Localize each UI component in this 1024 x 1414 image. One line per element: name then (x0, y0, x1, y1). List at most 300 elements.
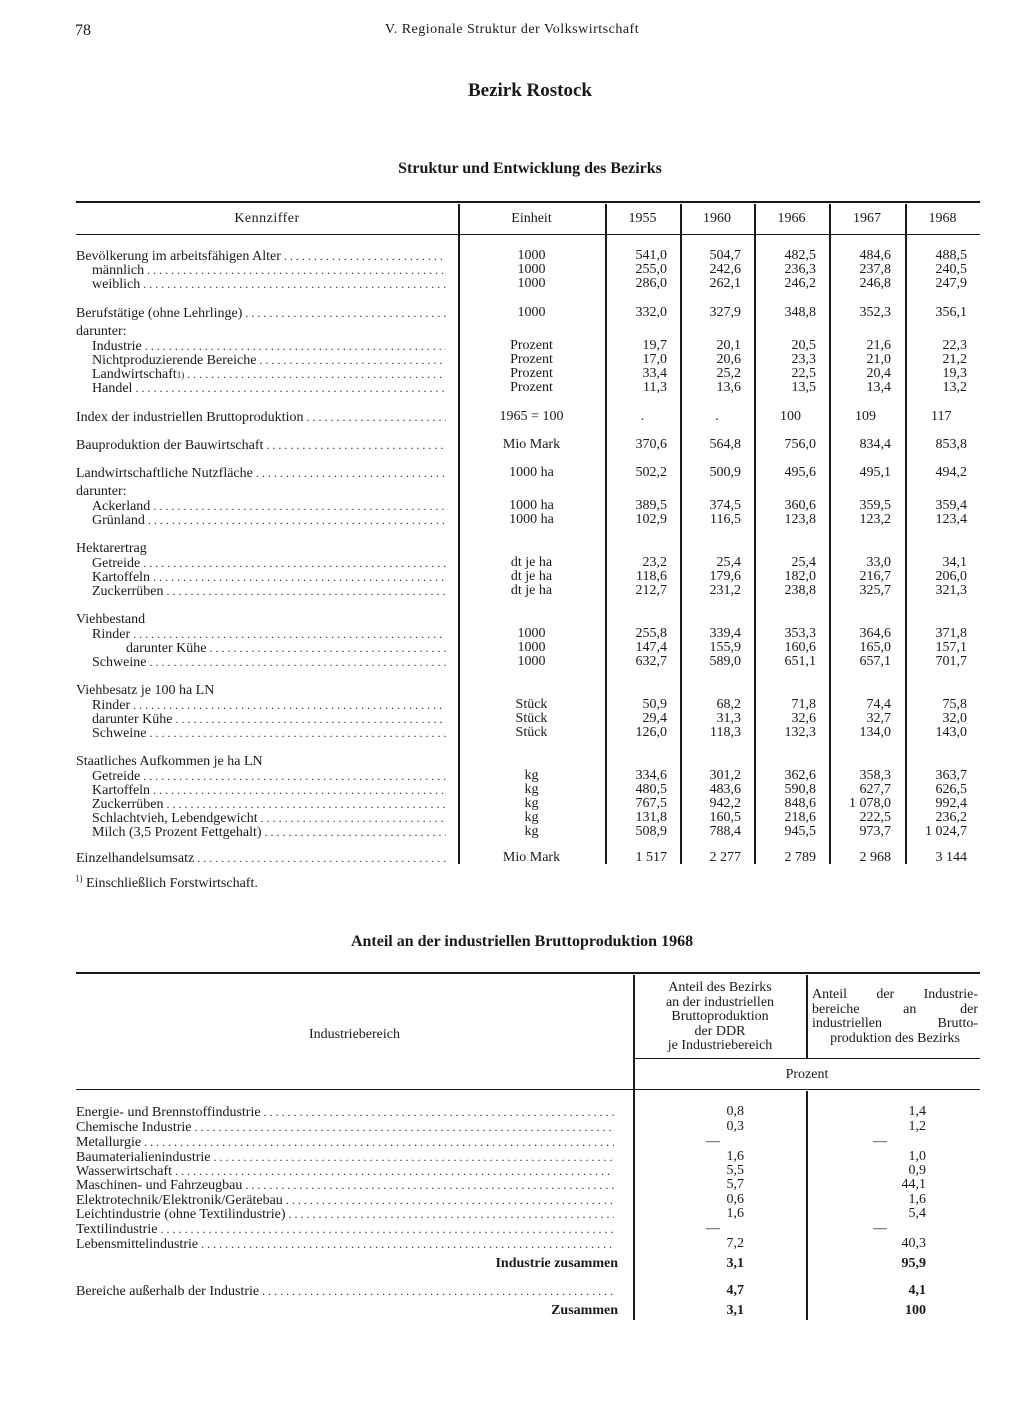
row-label: Landwirtschaft (92, 367, 177, 382)
row-value-1966: 23,3 (791, 352, 816, 367)
row-value-1966: 182,0 (784, 569, 816, 584)
value-anteil-ddr: 4,7 (726, 1283, 744, 1298)
row-value-1967: 222,5 (859, 810, 891, 825)
row-unit: kg (524, 768, 539, 783)
table2-unit-rule (634, 1058, 980, 1059)
row-value-1955: 17,0 (642, 352, 667, 367)
row-unit: 1000 (517, 640, 546, 655)
value-anteil-bezirk: 95,9 (901, 1256, 926, 1271)
row-label: Index der industriellen Bruttoproduktion (76, 410, 304, 425)
row-value-1967: 834,4 (859, 437, 891, 452)
row-value-1966: 236,3 (784, 262, 816, 277)
row-value-1955: 332,0 (635, 305, 667, 320)
row-heading: darunter: (76, 324, 127, 339)
row-label: Elektrotechnik/Elektronik/Gerätebau (76, 1193, 283, 1208)
row-value-1960: 155,9 (709, 640, 741, 655)
row-value-1966: 651,1 (784, 654, 816, 669)
row-label: Rinder (92, 698, 131, 713)
table2-row (76, 1119, 614, 1135)
row-heading: darunter: (76, 484, 127, 499)
row-label: Landwirtschaftliche Nutzfläche (76, 466, 253, 481)
row-value-1960: 13,6 (716, 380, 741, 395)
row-unit: Mio Mark (502, 437, 561, 452)
value-anteil-bezirk: 0,9 (908, 1163, 926, 1178)
row-label: Textilindustrie (76, 1222, 158, 1237)
value-anteil-ddr: — (706, 1221, 720, 1236)
row-value-1955: 126,0 (635, 725, 667, 740)
leader-dots (201, 1236, 614, 1252)
row-label: Milch (3,5 Prozent Fettgehalt) (92, 825, 262, 840)
row-value-1967: 74,4 (866, 697, 891, 712)
header-einheit: Einheit (511, 211, 552, 226)
row-value-1967: 2 968 (859, 850, 891, 865)
leader-dots (245, 1177, 614, 1193)
footnote-mark: 1) (75, 873, 83, 884)
row-value-1955: 11,3 (643, 380, 667, 395)
value-anteil-bezirk: 1,4 (908, 1104, 926, 1119)
row-label: Grünland (92, 513, 145, 528)
table2-row (76, 1104, 614, 1120)
row-value-1966: 160,6 (784, 640, 816, 655)
row-value-1960: 20,6 (716, 352, 741, 367)
table1-header-rule (76, 234, 980, 235)
row-value-1968: 22,3 (942, 338, 967, 353)
row-value-1960: 483,6 (709, 782, 741, 797)
row-value-1967: 246,8 (859, 276, 891, 291)
row-value-1955: 118,6 (636, 569, 667, 584)
row-value-1966: 218,6 (784, 810, 816, 825)
row-value-1966: 2 789 (784, 850, 816, 865)
row-value-1968: 363,7 (935, 768, 967, 783)
row-label: Schlachtvieh, Lebendgewicht (92, 811, 258, 826)
row-label: Bevölkerung im arbeitsfähigen Alter (76, 249, 281, 264)
leader-dots (289, 1206, 615, 1222)
row-value-1967: 325,7 (859, 583, 891, 598)
row-value-1967: 32,7 (866, 711, 891, 726)
row-label: Metallurgie (76, 1135, 142, 1150)
row-unit: 1000 (517, 276, 546, 291)
header-industriebereich: Industriebereich (309, 1027, 400, 1042)
row-label: Wasserwirtschaft (76, 1164, 173, 1179)
row-value-1968: 359,4 (935, 498, 967, 513)
row-value-1967: 216,7 (859, 569, 891, 584)
row-label: Zuckerrüben (92, 797, 164, 812)
table1-top-rule (76, 201, 980, 203)
row-value-1966: 71,8 (791, 697, 816, 712)
value-anteil-bezirk: 100 (905, 1303, 926, 1318)
table1-row (92, 380, 446, 396)
row-value-1966: 132,3 (784, 725, 816, 740)
row-heading: Viehbesatz je 100 ha LN (76, 683, 215, 698)
row-value-1960: . (715, 409, 719, 424)
table1-column-divider (829, 204, 831, 864)
row-unit: 1000 (517, 654, 546, 669)
row-value-1966: 20,5 (791, 338, 816, 353)
leader-dots (245, 305, 446, 321)
row-label: Lebensmittelindustrie (76, 1237, 199, 1252)
row-value-1966: 756,0 (784, 437, 816, 452)
table2-header-rule (76, 1089, 980, 1090)
leader-dots (265, 824, 446, 840)
header-kennziffer: Kennziffer (234, 211, 300, 226)
table1-row (76, 305, 446, 321)
row-value-1955: 102,9 (635, 512, 667, 527)
row-value-1968: 247,9 (935, 276, 967, 291)
table2-column-divider (806, 975, 808, 1058)
row-unit: 1000 ha (509, 512, 554, 527)
row-label: Industrie (92, 339, 142, 354)
value-anteil-bezirk: 1,0 (908, 1149, 926, 1164)
row-value-1966: 495,6 (784, 465, 816, 480)
table2-total-row: Industrie zusammen (495, 1256, 618, 1271)
table2-row (76, 1206, 614, 1222)
row-value-1967: 657,1 (859, 654, 891, 669)
row-value-1955: 19,7 (642, 338, 667, 353)
row-value-1960: 31,3 (716, 711, 741, 726)
row-unit: dt je ha (510, 555, 553, 570)
value-anteil-ddr: — (706, 1134, 720, 1149)
row-value-1966: 13,5 (791, 380, 816, 395)
row-value-1960: 262,1 (709, 276, 741, 291)
value-anteil-ddr: 0,8 (726, 1104, 744, 1119)
row-label: Leichtindustrie (ohne Textilindustrie) (76, 1207, 286, 1222)
row-label: Maschinen- und Fahrzeugbau (76, 1178, 243, 1193)
row-value-1967: 627,7 (859, 782, 891, 797)
table1-column-divider (605, 204, 607, 864)
row-label: Energie- und Brennstoffindustrie (76, 1105, 261, 1120)
row-value-1960: 500,9 (709, 465, 741, 480)
row-label: Berufstätige (ohne Lehrlinge) (76, 306, 243, 321)
row-value-1960: 25,2 (716, 366, 741, 381)
row-unit: Prozent (510, 338, 553, 353)
row-value-1955: 480,5 (635, 782, 667, 797)
row-value-1960: 231,2 (709, 583, 741, 598)
header-col2-line: Anteil der Industrie- (812, 987, 978, 1002)
row-value-1960: 118,3 (710, 725, 741, 740)
row-value-1967: 20,4 (866, 366, 891, 381)
row-unit: 1000 ha (509, 465, 554, 480)
row-value-1960: 301,2 (709, 768, 741, 783)
row-unit: 1965 = 100 (499, 409, 564, 424)
row-unit: dt je ha (510, 569, 553, 584)
row-value-1968: 626,5 (935, 782, 967, 797)
row-unit: 1000 (517, 248, 546, 263)
row-unit: Mio Mark (502, 850, 561, 865)
row-value-1966: 353,3 (784, 626, 816, 641)
row-value-1955: 23,2 (642, 555, 667, 570)
row-value-1966: 238,8 (784, 583, 816, 598)
row-value-1955: 29,4 (642, 711, 667, 726)
value-anteil-ddr: 0,3 (726, 1119, 744, 1134)
value-anteil-ddr: 5,5 (726, 1163, 744, 1178)
value-anteil-ddr: 1,6 (726, 1206, 744, 1221)
header-col1-line: Anteil des Bezirks (668, 980, 772, 995)
table1-column-divider (680, 204, 682, 864)
leader-dots (266, 437, 446, 453)
header-col1-line: der DDR (694, 1023, 746, 1039)
row-value-1960: 504,7 (709, 248, 741, 263)
header-col2-line: bereiche an der (812, 1001, 978, 1017)
row-value-1968: 117 (931, 409, 952, 424)
row-label: Rinder (92, 627, 131, 642)
value-anteil-ddr: 3,1 (726, 1256, 744, 1271)
row-label: Ackerland (92, 499, 151, 514)
value-anteil-bezirk: 5,4 (908, 1206, 926, 1221)
row-value-1955: 255,8 (635, 626, 667, 641)
table2-row (76, 1177, 614, 1193)
header-year-1968: 1968 (928, 211, 957, 226)
row-value-1960: 339,4 (709, 626, 741, 641)
row-value-1968: 3 144 (935, 850, 967, 865)
row-label: Einzelhandelsumsatz (76, 851, 195, 866)
row-value-1955: 1 517 (635, 850, 667, 865)
row-value-1955: 767,5 (635, 796, 667, 811)
row-value-1960: 68,2 (716, 697, 741, 712)
row-heading: Staatliches Aufkommen je ha LN (76, 754, 263, 769)
row-unit: kg (524, 782, 539, 797)
row-label: Handel (92, 381, 133, 396)
row-value-1966: 360,6 (784, 498, 816, 513)
row-value-1960: 25,4 (716, 555, 741, 570)
row-value-1968: 34,1 (942, 555, 967, 570)
header-year-1966: 1966 (777, 211, 806, 226)
row-label: Chemische Industrie (76, 1120, 192, 1135)
row-value-1960: 2 277 (709, 850, 741, 865)
row-value-1968: 75,8 (942, 697, 967, 712)
table2-column-divider (806, 1091, 808, 1320)
row-value-1968: 123,4 (935, 512, 967, 527)
row-value-1955: 255,0 (635, 262, 667, 277)
bezirk-title: Bezirk Rostock (467, 80, 592, 101)
row-value-1960: 589,0 (709, 654, 741, 669)
row-value-1968: 992,4 (935, 796, 967, 811)
row-unit: kg (524, 810, 539, 825)
row-value-1966: 100 (780, 409, 801, 424)
table1-column-divider (458, 204, 460, 864)
row-label: männlich (92, 263, 145, 278)
row-value-1966: 25,4 (791, 555, 816, 570)
header-unit-prozent: Prozent (785, 1067, 829, 1082)
table1-row (92, 654, 446, 670)
row-unit: Stück (515, 725, 548, 740)
table2-row (76, 1283, 614, 1299)
row-value-1967: 352,3 (859, 305, 891, 320)
row-value-1966: 590,8 (784, 782, 816, 797)
row-value-1960: 20,1 (716, 338, 741, 353)
row-value-1967: 358,3 (859, 768, 891, 783)
value-anteil-bezirk: 1,6 (908, 1192, 926, 1207)
table2-total-row: Zusammen (551, 1303, 618, 1318)
header-col1-line: an der industriellen (665, 994, 775, 1010)
row-value-1967: 237,8 (859, 262, 891, 277)
table2-top-rule (76, 972, 980, 974)
row-label: Baumaterialienindustrie (76, 1150, 211, 1165)
row-value-1955: 33,4 (642, 366, 667, 381)
row-heading: Viehbestand (76, 612, 146, 627)
header-col1-line: je Industriebereich (667, 1038, 773, 1054)
row-value-1955: 389,5 (635, 498, 667, 513)
row-value-1967: 123,2 (859, 512, 891, 527)
table2-title: Anteil an der industriellen Bruttoproduktion 1968 (350, 933, 694, 950)
row-label: Zuckerrüben (92, 584, 164, 599)
table1-row (92, 725, 446, 741)
row-value-1968: 701,7 (935, 654, 967, 669)
table1-title: Struktur und Entwicklung des Bezirks (398, 160, 662, 177)
row-value-1960: 788,4 (709, 824, 741, 839)
row-value-1967: 495,1 (859, 465, 891, 480)
header-year-1955: 1955 (628, 211, 657, 226)
row-value-1960: 942,2 (709, 796, 741, 811)
row-value-1968: 356,1 (935, 305, 967, 320)
header-col2-line: produktion des Bezirks (830, 1030, 960, 1046)
leader-dots (256, 465, 446, 481)
header-col2-line: industriellen Brutto- (812, 1016, 978, 1032)
row-value-1968: 19,3 (942, 366, 967, 381)
row-value-1968: 853,8 (935, 437, 967, 452)
row-label: weiblich (92, 277, 141, 292)
row-value-1966: 482,5 (784, 248, 816, 263)
row-value-1968: 488,5 (935, 248, 967, 263)
leader-dots (148, 512, 446, 528)
row-value-1955: 286,0 (635, 276, 667, 291)
row-value-1966: 22,5 (791, 366, 816, 381)
row-value-1968: 157,1 (935, 640, 967, 655)
row-value-1967: 21,0 (866, 352, 891, 367)
row-label: Bauproduktion der Bauwirtschaft (76, 438, 264, 453)
row-value-1960: 327,9 (709, 305, 741, 320)
row-value-1960: 116,5 (710, 512, 741, 527)
leader-dots (306, 409, 446, 425)
row-value-1967: 165,0 (859, 640, 891, 655)
row-unit: kg (524, 824, 539, 839)
row-label: Getreide (92, 769, 141, 784)
row-label: Nichtproduzierende Bereiche (92, 353, 257, 368)
row-value-1955: 212,7 (635, 583, 667, 598)
value-anteil-ddr: 7,2 (726, 1236, 744, 1251)
row-value-1955: 334,6 (635, 768, 667, 783)
row-value-1968: 143,0 (935, 725, 967, 740)
row-value-1967: 484,6 (859, 248, 891, 263)
value-anteil-ddr: 0,6 (726, 1192, 744, 1207)
row-value-1968: 321,3 (935, 583, 967, 598)
row-value-1955: 370,6 (635, 437, 667, 452)
table1-column-divider (754, 204, 756, 864)
row-unit: 1000 (517, 305, 546, 320)
leader-dots (143, 276, 446, 292)
value-anteil-bezirk: — (873, 1221, 887, 1236)
footnote-text: Einschließlich Forstwirtschaft. (86, 876, 258, 891)
row-value-1960: 564,8 (709, 437, 741, 452)
row-value-1966: 246,2 (784, 276, 816, 291)
leader-dots (149, 654, 446, 670)
row-value-1968: 240,5 (935, 262, 967, 277)
row-unit: Prozent (510, 352, 553, 367)
page-number: 78 (75, 22, 91, 39)
row-value-1966: 123,8 (784, 512, 816, 527)
row-value-1967: 33,0 (866, 555, 891, 570)
row-value-1966: 945,5 (784, 824, 816, 839)
leader-dots (144, 1134, 614, 1150)
leader-dots (197, 850, 446, 866)
table1-column-divider (905, 204, 907, 864)
row-value-1955: 50,9 (642, 697, 667, 712)
row-unit: Stück (515, 697, 548, 712)
row-value-1967: 973,7 (859, 824, 891, 839)
value-anteil-bezirk: 44,1 (901, 1177, 926, 1192)
value-anteil-ddr: 1,6 (726, 1149, 744, 1164)
leader-dots (167, 583, 446, 599)
row-unit: 1000 ha (509, 498, 554, 513)
row-value-1967: 1 078,0 (849, 796, 891, 811)
row-value-1966: 348,8 (784, 305, 816, 320)
row-value-1967: 359,5 (859, 498, 891, 513)
row-value-1968: 371,8 (935, 626, 967, 641)
row-value-1955: 502,2 (635, 465, 667, 480)
value-anteil-ddr: 3,1 (726, 1303, 744, 1318)
row-value-1955: 147,4 (635, 640, 667, 655)
value-anteil-bezirk: 40,3 (901, 1236, 926, 1251)
row-label: Schweine (92, 726, 147, 741)
row-value-1968: 236,2 (935, 810, 967, 825)
row-label: darunter Kühe (126, 641, 207, 656)
table1-row (92, 276, 446, 292)
row-label: Schweine (92, 655, 147, 670)
footnote (75, 873, 258, 892)
row-value-1966: 32,6 (791, 711, 816, 726)
row-unit: kg (524, 796, 539, 811)
row-value-1968: 32,0 (942, 711, 967, 726)
leader-dots (160, 1221, 614, 1237)
row-label: Kartoffeln (92, 570, 151, 585)
row-value-1968: 206,0 (935, 569, 967, 584)
row-value-1967: 364,6 (859, 626, 891, 641)
row-value-1955: 541,0 (635, 248, 667, 263)
table1-row (76, 850, 446, 866)
leader-dots (262, 1283, 614, 1299)
row-value-1955: . (640, 409, 645, 424)
row-label: Bereiche außerhalb der Industrie (76, 1284, 260, 1299)
row-label: Getreide (92, 556, 141, 571)
header-year-1967: 1967 (853, 211, 881, 226)
row-value-1955: 632,7 (635, 654, 667, 669)
row-unit: 1000 (517, 626, 546, 641)
leader-dots (135, 380, 446, 396)
row-unit: Prozent (510, 380, 553, 395)
row-value-1968: 21,2 (942, 352, 967, 367)
table1-row (92, 824, 446, 840)
value-anteil-bezirk: — (873, 1134, 887, 1149)
table1-row (92, 512, 446, 528)
row-unit: 1000 (517, 262, 546, 277)
row-value-1968: 1 024,7 (925, 824, 967, 839)
row-value-1967: 109 (855, 409, 876, 424)
row-label: darunter Kühe (92, 712, 173, 727)
row-value-1955: 508,9 (635, 824, 667, 839)
row-value-1967: 13,4 (866, 380, 891, 395)
table1-row: Landwirtschaft 1) ..... (92, 366, 446, 382)
table1-row (76, 409, 446, 425)
table2-row (76, 1236, 614, 1252)
row-value-1960: 374,5 (709, 498, 741, 513)
table2-row (76, 1134, 614, 1150)
row-unit: Stück (515, 711, 548, 726)
table1-row (76, 437, 446, 453)
leader-dots (149, 725, 446, 741)
row-unit: Prozent (510, 366, 553, 381)
row-value-1960: 242,6 (709, 262, 741, 277)
value-anteil-bezirk: 4,1 (908, 1283, 926, 1298)
row-value-1967: 21,6 (866, 338, 891, 353)
